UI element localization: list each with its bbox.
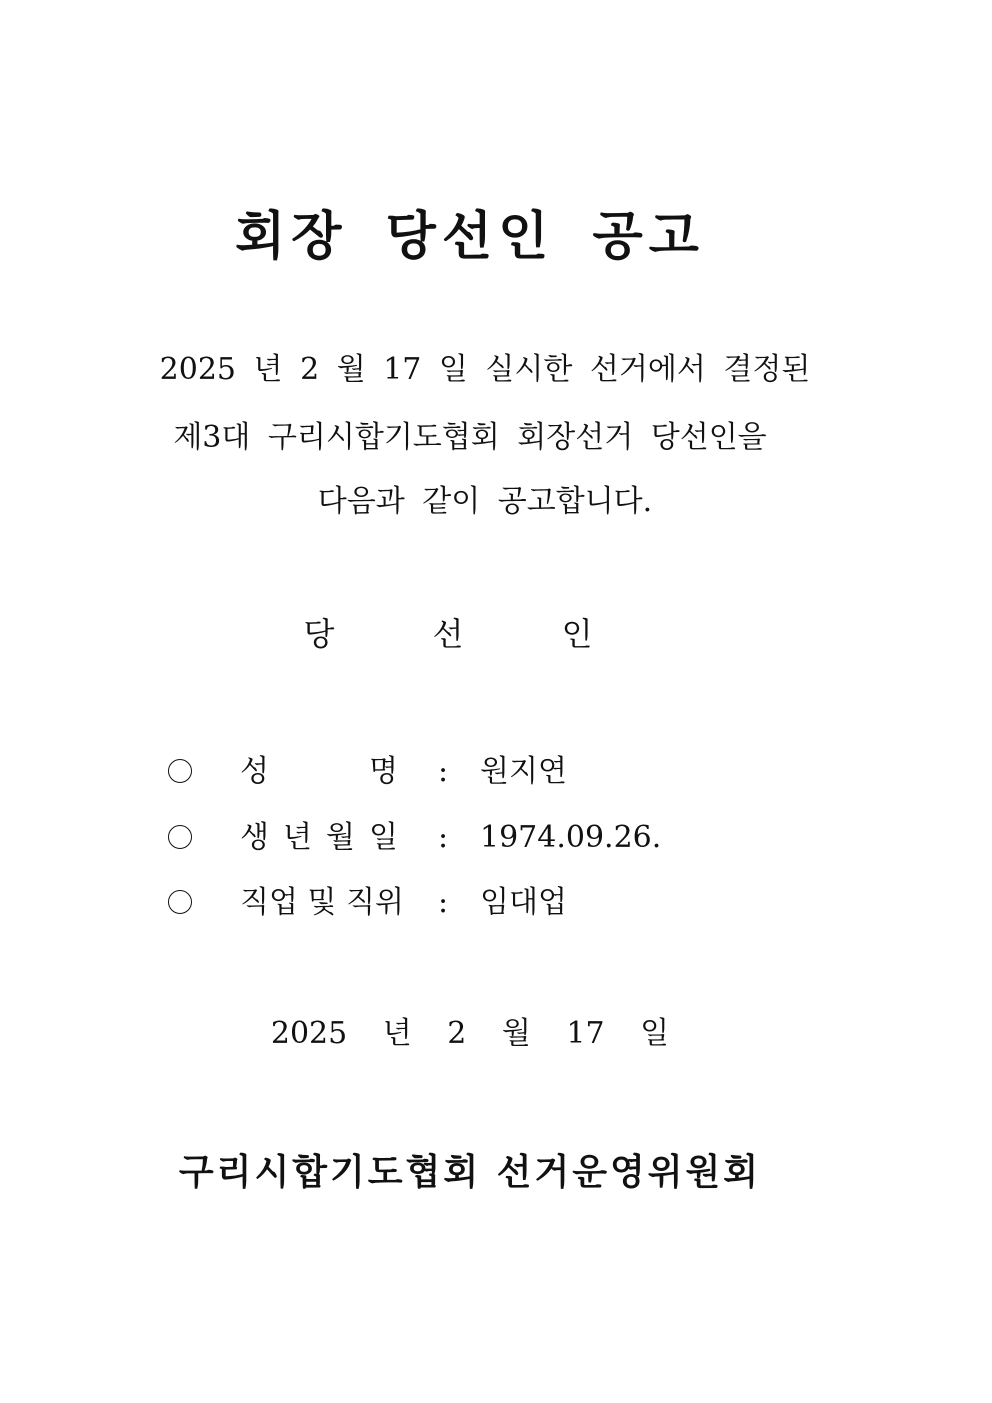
detail-row-name <box>168 750 728 794</box>
detail-colon: : <box>438 754 449 789</box>
circle-bullet-icon <box>168 825 192 849</box>
intro-line-1: 2025 년 2 월 17 일 실시한 선거에서 결정된 <box>159 352 811 387</box>
intro-line-2: 제3대 구리시합기도협회 회장선거 당선인을 <box>173 420 767 455</box>
detail-value: 원지연 <box>480 754 567 789</box>
detail-value: 임대업 <box>480 885 567 920</box>
announcement-date: 2025 년 2 월 17 일 <box>270 1016 670 1051</box>
section-title: 당 선 인 <box>303 615 637 653</box>
circle-bullet-icon <box>168 890 192 914</box>
organization-name: 구리시합기도협회 선거운영위원회 <box>178 1151 762 1193</box>
detail-colon: : <box>438 820 449 855</box>
detail-label: 성 명 <box>240 754 398 789</box>
detail-row-birthdate <box>168 816 728 860</box>
circle-bullet-icon <box>168 759 192 783</box>
detail-label: 생년월일 <box>240 820 412 855</box>
detail-colon: : <box>438 885 449 920</box>
page-title: 회장 당선인 공고 <box>235 206 705 267</box>
detail-label: 직업 및 직위 <box>240 885 404 920</box>
detail-row-occupation <box>168 881 728 925</box>
detail-value: 1974.09.26. <box>480 820 662 855</box>
intro-line-3: 다음과 같이 공고합니다. <box>317 484 653 519</box>
